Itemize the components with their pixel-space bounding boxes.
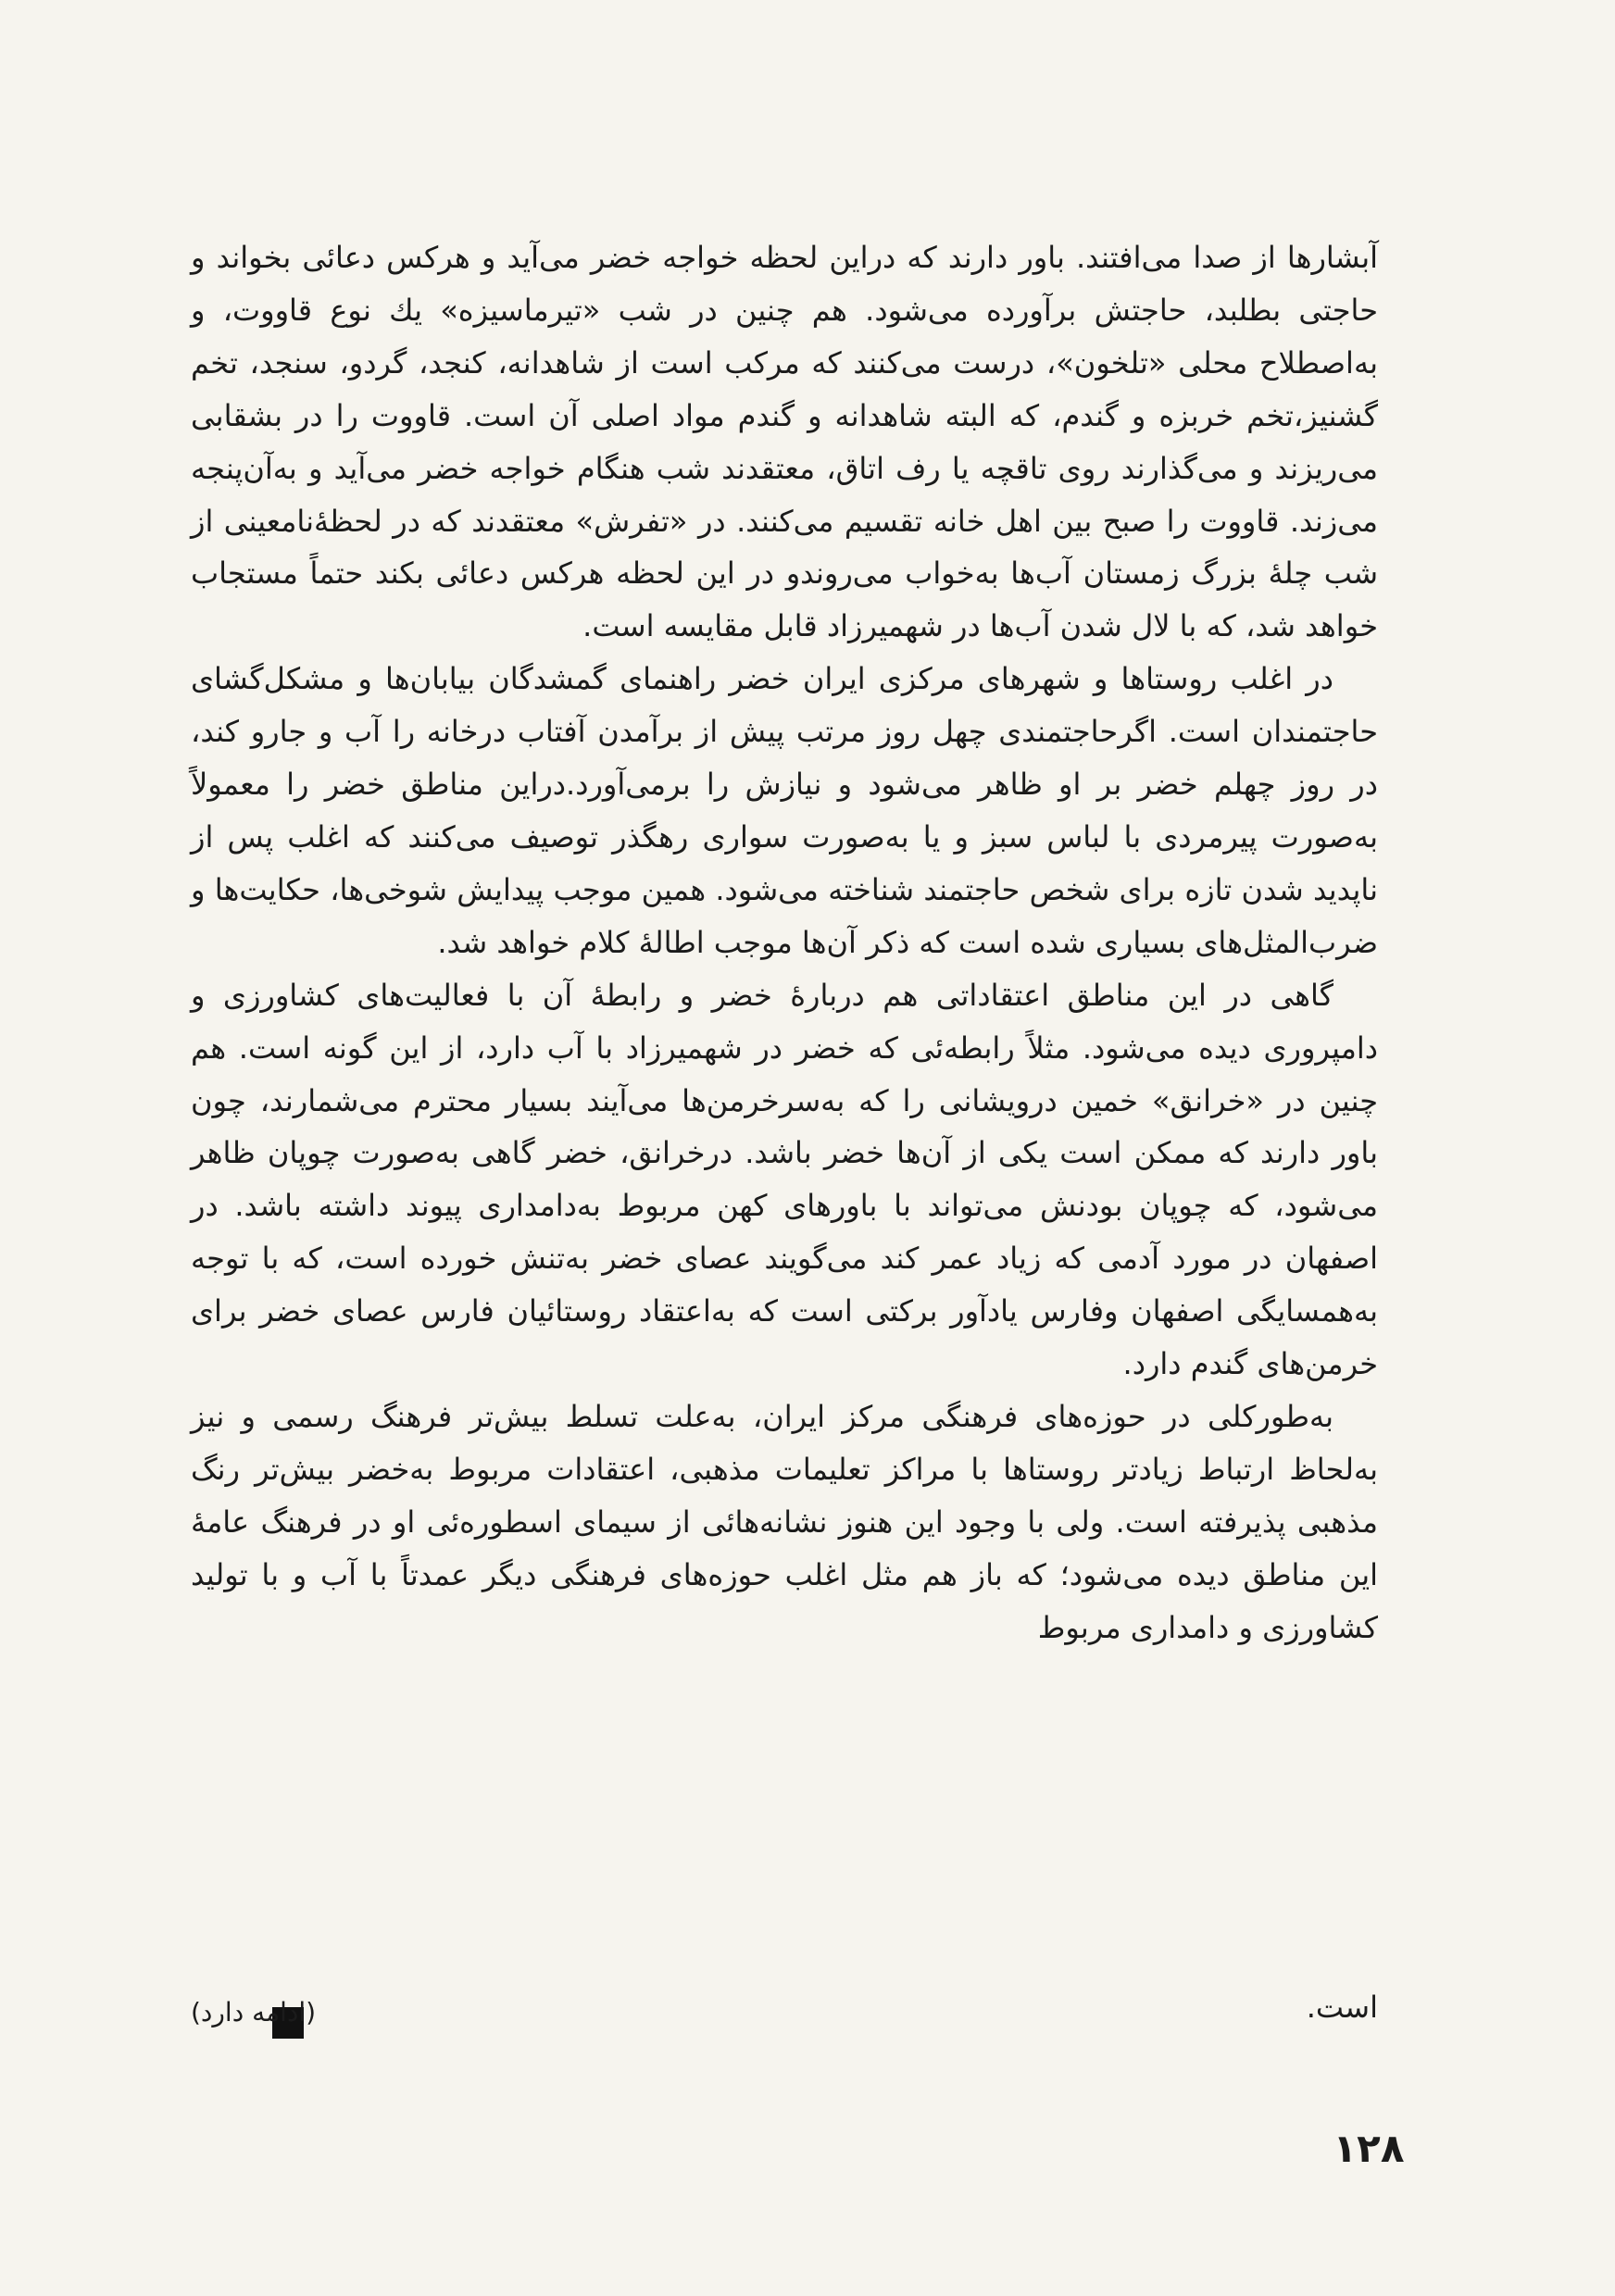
paragraph-4: به‌طورکلی در حوزه‌های فرهنگی مرکز ایران، به‌علت تسلط بیش‌تر فرهنگ رسمی و نیز به‌لحاظ ارتباط زیادتر روستاها با مراکز تعلیمات مذهبی، اعتقادات مربوط به‌خضر بیش‌تر رنگ مذهبی پذیرفته است. ولی با وجود این هنوز نشانه‌هائی از سیمای اسطوره‌ئی او در فرهنگ عامهٔ این مناطق دیده می‌شود؛ که باز هم مثل اغلب حوزه‌های فرهنگی دیگر عمدتاً با آب و با تولید کشاورزی و دامداری مربوط (191, 1398, 1378, 1645)
paragraph-2: در اغلب روستاها و شهرهای مرکزی ایران خضر راهنمای گمشدگان بیابان‌ها و مشکل‌گشای حاجتمندان است. اگرحاجتمندی چهل روز مرتب پیش از برآمدن آفتاب درخانه را آب و جارو کند، در روز چهلم خضر بر او ظاهر می‌شود و نیازش را برمی‌آورد.دراین مناطق خضر را معمولاً به‌صورت پیرمردی با لباس سبز و یا به‌صورت سواری رهگذر توصیف می‌کنند که اغلب پس از ناپدید شدن تازه برای شخص حاجتمند شناخته می‌شود. همین موجب پیدایش شوخی‌ها، حکایت‌ها و ضرب‌المثل‌های بسیاری شده است که ذکر آن‌ها موجب اطالهٔ کلام خواهد شد. (191, 661, 1378, 960)
page-number: ۱۲۸ (1333, 2126, 1405, 2171)
continued-note: (ادامه دارد) (191, 1997, 317, 2028)
paragraph-1: آبشارها از صدا می‌افتند. باور دارند که دراین لحظه خواجه خضر می‌آید و هرکس دعائی بخواند و حاجتی بطلبد، حاجتش برآورده می‌شود. هم چنین در شب «تیرماسیزه» یك نوع قاووت، و به‌اصطلاح محلی «تلخون»، درست می‌کنند که مرکب است از شاهدانه، کنجد، گردو، سنجد، تخم گشنیز،تخم خربزه و گندم، که البته شاهدانه و گندم مواد اصلی آن است. قاووت را در بشقابی می‌ریزند و می‌گذارند روی تاقچه یا رف اتاق، معتقدند شب هنگام خواجه خضر می‌آید و به‌آن‌پنجه می‌زند. قاووت را صبح بین اهل خانه تقسیم می‌کنند. در «تفرش» معتقدند که در لحظهٔ‌نامعینی از شب چلهٔ بزرگ زمستان آب‌ها به‌خواب می‌روندو در این لحظه هرکس دعائی بکند حتماً مستجاب خواهد شد، که با لال شدن آب‌ها در شهمیرزاد قابل مقایسه است. (191, 240, 1378, 644)
paragraph-3: گاهی در این مناطق اعتقاداتی هم دربارهٔ خضر و رابطهٔ آن با فعالیت‌های کشاورزی و دامپروری دیده می‌شود. مثلاً رابطه‌ئی که خضر در شهمیرزاد با آب دارد، از این گونه است. هم چنین در «خرانق» خمین درویشانی را که به‌سرخرمن‌ها می‌آیند بسیار محترم می‌شمارند، چون باور دارند که ممکن است یکی از آن‌ها خضر باشد. درخرانق، خضر گاهی به‌صورت چوپان ظاهر می‌شود، که چوپان بودنش می‌تواند با باورهای کهن مربوط به‌دامداری پیوند داشته باشد. در اصفهان در مورد آدمی که زیاد عمر کند می‌گویند عصای خضر به‌تنش خورده است، که با توجه به‌همسایگی اصفهان وفارس یادآور برکتی است که به‌اعتقاد روستائیان فارس عصای خضر برای خرمن‌های گندم دارد. (191, 977, 1378, 1382)
final-word: است. (1306, 1990, 1378, 2025)
article-ending (191, 1981, 1378, 2037)
article-body (191, 231, 1378, 1653)
